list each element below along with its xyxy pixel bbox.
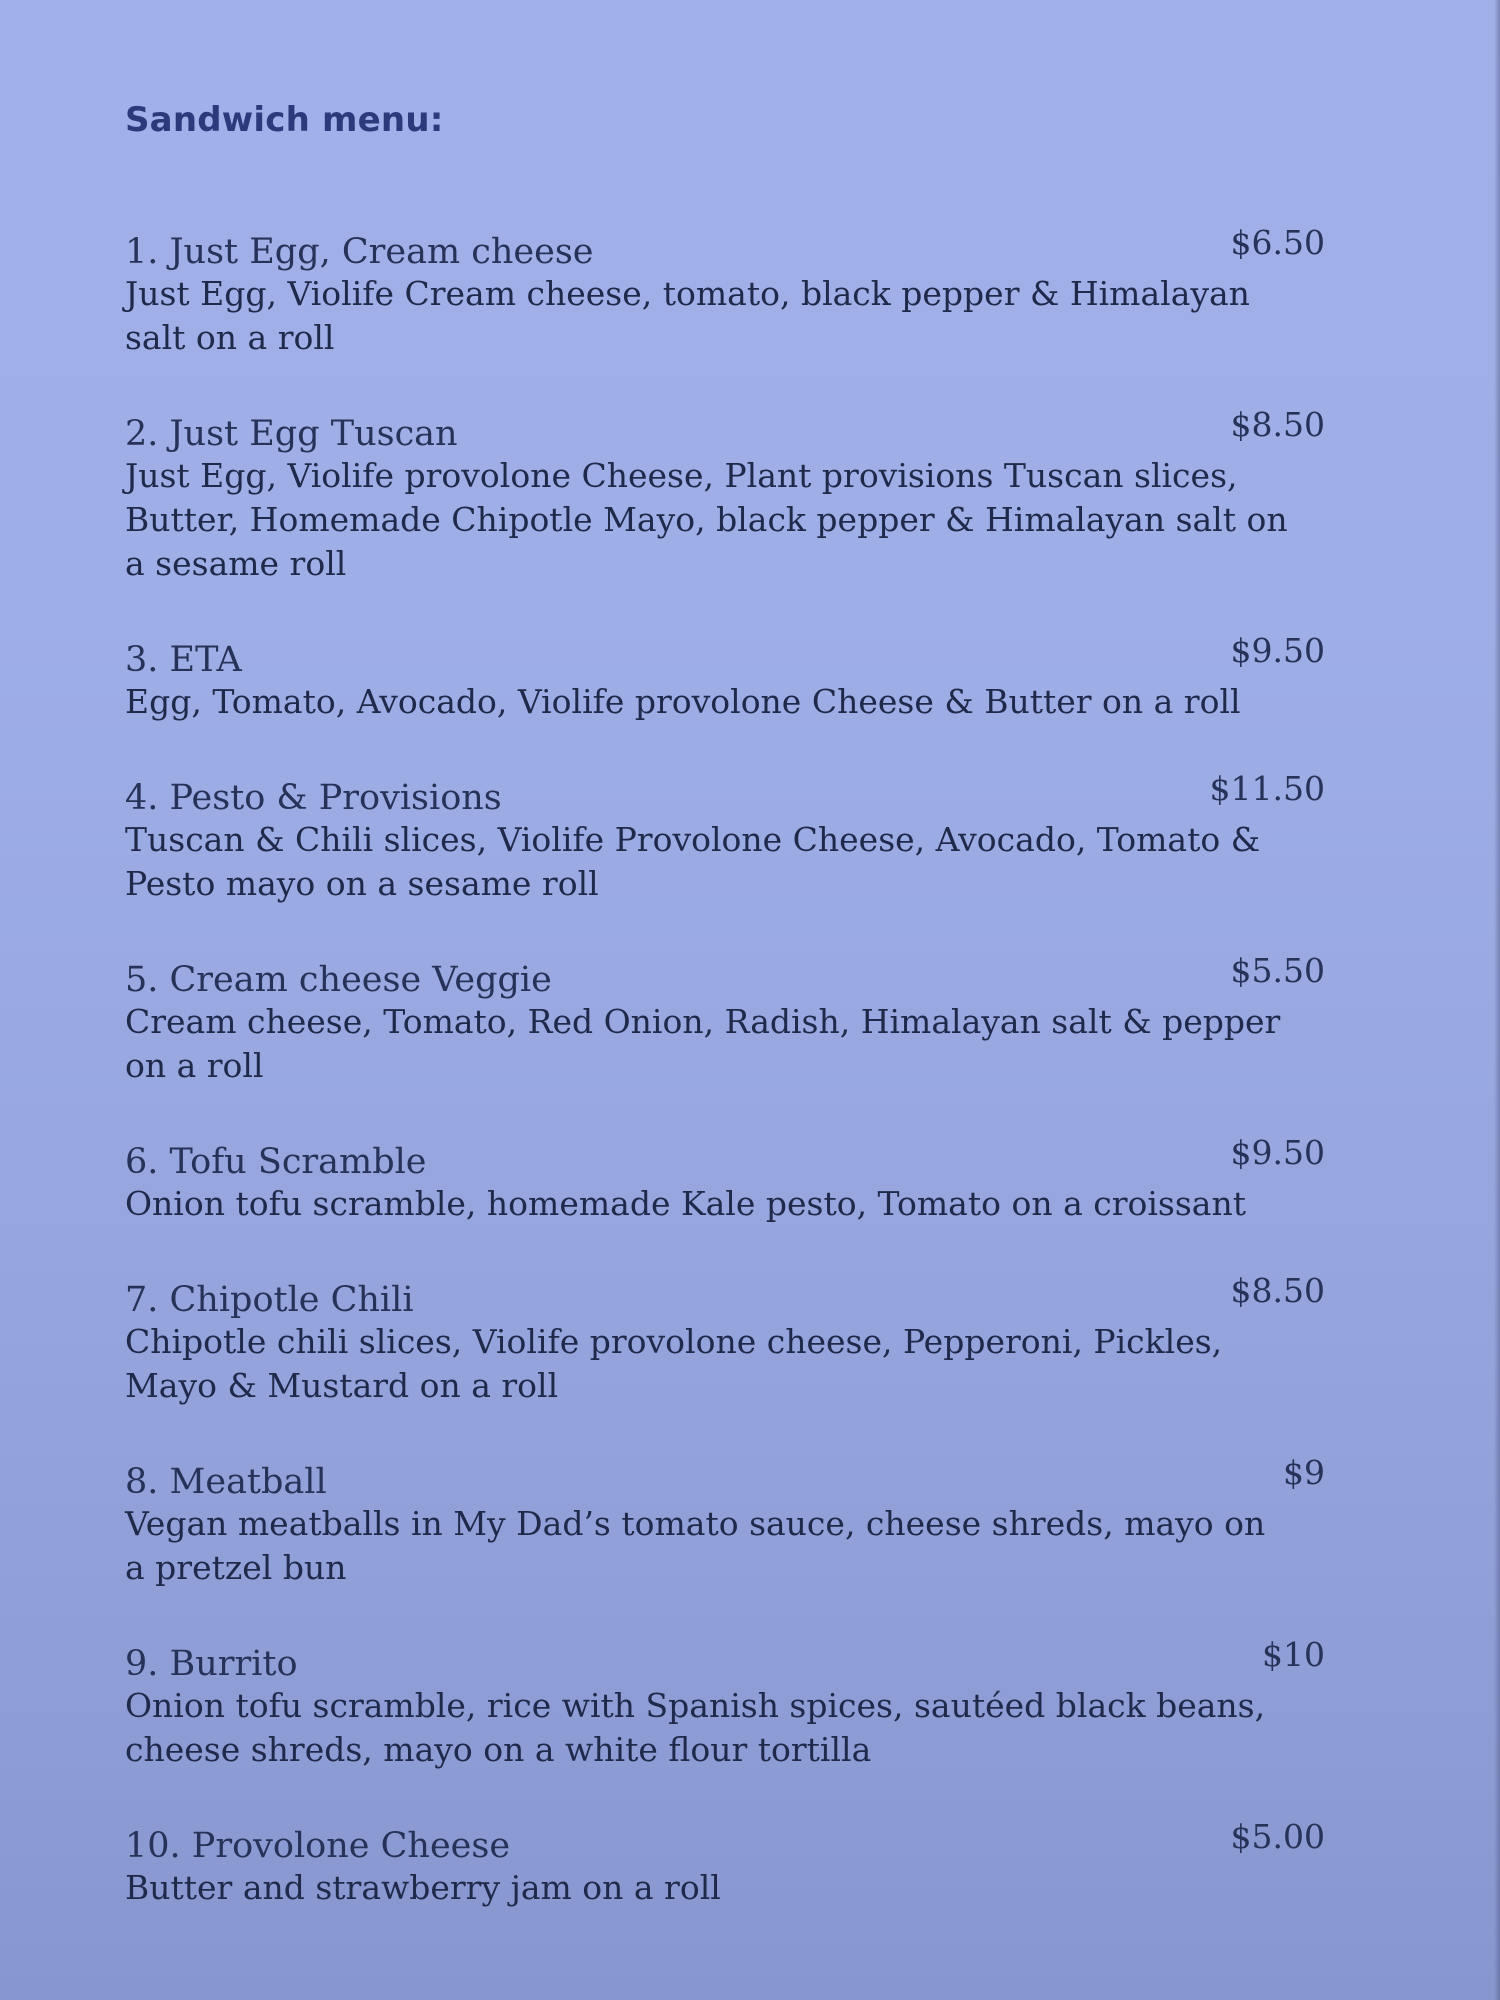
menu-item bbox=[125, 951, 1325, 1088]
menu-item-header bbox=[125, 1453, 1325, 1502]
menu-item-price: $8.50 bbox=[1230, 405, 1325, 444]
menu-item-name: 3. ETA bbox=[125, 640, 242, 680]
menu-item-header bbox=[125, 769, 1325, 818]
menu-item-header bbox=[125, 1271, 1325, 1320]
menu-item-header bbox=[125, 1817, 1325, 1866]
menu-item-description: Tuscan & Chili slices, Violife Provolone Cheese, Avocado, Tomato & Pesto mayo on a sesame roll bbox=[125, 820, 1261, 903]
menu-item-price: $8.50 bbox=[1230, 1271, 1325, 1310]
menu-title: Sandwich menu: bbox=[125, 100, 444, 140]
menu-item-header bbox=[125, 223, 1325, 272]
menu-item bbox=[125, 631, 1325, 724]
menu-item-name: 6. Tofu Scramble bbox=[125, 1142, 427, 1182]
menu-item bbox=[125, 223, 1325, 360]
menu-item-price: $9 bbox=[1283, 1453, 1325, 1492]
menu-item bbox=[125, 1635, 1325, 1772]
menu-item-price: $9.50 bbox=[1230, 631, 1325, 670]
menu-item bbox=[125, 1817, 1325, 1910]
menu-item-name: 10. Provolone Cheese bbox=[125, 1826, 511, 1866]
paper-edge bbox=[1494, 0, 1500, 2000]
menu-item-header bbox=[125, 1133, 1325, 1182]
menu-item-header bbox=[125, 951, 1325, 1000]
menu-item bbox=[125, 1453, 1325, 1590]
menu-item-name: 7. Chipotle Chili bbox=[125, 1280, 414, 1320]
menu-item-description: Butter and strawberry jam on a roll bbox=[125, 1868, 721, 1907]
menu-item-name: 4. Pesto & Provisions bbox=[125, 778, 502, 818]
menu-item-price: $10 bbox=[1262, 1635, 1325, 1674]
menu-item bbox=[125, 1133, 1325, 1226]
menu-item-name: 8. Meatball bbox=[125, 1462, 327, 1502]
menu-item-name: 5. Cream cheese Veggie bbox=[125, 960, 552, 1000]
menu-item bbox=[125, 769, 1325, 906]
menu-item-price: $5.00 bbox=[1230, 1817, 1325, 1856]
menu-item-description: Just Egg, Violife Cream cheese, tomato, black pepper & Himalayan salt on a roll bbox=[125, 274, 1250, 357]
menu-item-description: Onion tofu scramble, rice with Spanish spices, sautéed black beans, cheese shreds, mayo on a white flour tortilla bbox=[125, 1686, 1266, 1769]
menu-item bbox=[125, 1271, 1325, 1408]
sandwich-menu bbox=[125, 100, 1325, 1960]
menu-item-header bbox=[125, 631, 1325, 680]
menu-item-price: $11.50 bbox=[1209, 769, 1325, 808]
menu-item-description: Cream cheese, Tomato, Red Onion, Radish, Himalayan salt & pepper on a roll bbox=[125, 1002, 1281, 1085]
menu-item-name: 2. Just Egg Tuscan bbox=[125, 414, 458, 454]
menu-item-name: 1. Just Egg, Cream cheese bbox=[125, 232, 594, 272]
menu-item-price: $9.50 bbox=[1230, 1133, 1325, 1172]
menu-item-name: 9. Burrito bbox=[125, 1644, 298, 1684]
menu-item bbox=[125, 405, 1325, 586]
menu-item-price: $6.50 bbox=[1230, 223, 1325, 262]
menu-item-header bbox=[125, 405, 1325, 454]
menu-item-price: $5.50 bbox=[1230, 951, 1325, 990]
menu-item-description: Egg, Tomato, Avocado, Violife provolone Cheese & Butter on a roll bbox=[125, 682, 1241, 721]
menu-item-description: Chipotle chili slices, Violife provolone cheese, Pepperoni, Pickles, Mayo & Mustard on a roll bbox=[125, 1322, 1223, 1405]
menu-item-description: Vegan meatballs in My Dad’s tomato sauce, cheese shreds, mayo on a pretzel bun bbox=[125, 1504, 1266, 1587]
menu-item-description: Onion tofu scramble, homemade Kale pesto, Tomato on a croissant bbox=[125, 1184, 1246, 1223]
menu-item-description: Just Egg, Violife provolone Cheese, Plant provisions Tuscan slices, Butter, Homemade Chipotle Mayo, black pepper & Himalayan salt on a sesame roll bbox=[125, 456, 1288, 583]
menu-item-header bbox=[125, 1635, 1325, 1684]
